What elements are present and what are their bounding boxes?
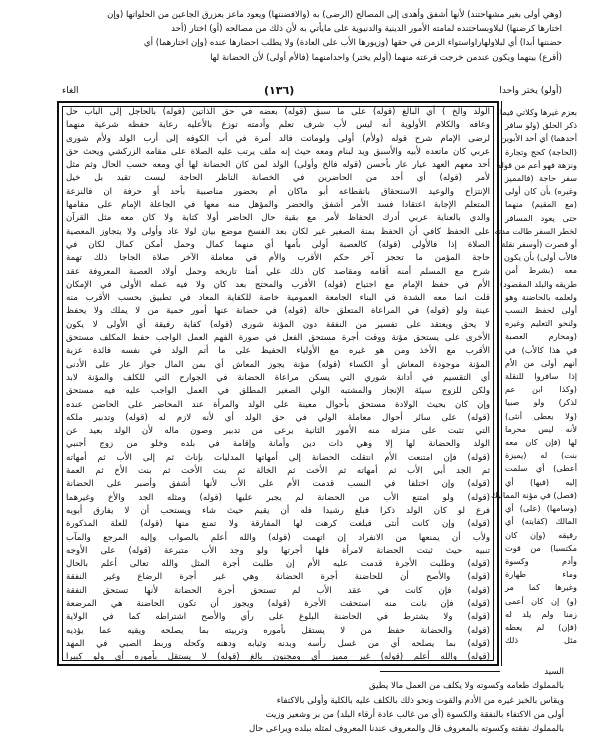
margin-text-line: أنهم أولى من الأم	[505, 357, 577, 368]
top-text-line-3: حضننها أبدا) أي لبلاولهاراواستواء الزمن في حقها (وزيورها الأب على العادة) ولا يطلب احضارها عنده (وإن اختارهما) أي	[143, 38, 562, 49]
margin-text-line: مكتسبا) من قوت	[505, 542, 577, 553]
main-text-line: والدي بالعناية عربي أدرك الحفاظ لأمر مع بقية حال الحاضر أولا كتابة ولا كان معه مثل القرآن	[66, 213, 490, 224]
top-text-line-1: (وهي أولى بغير مشهاحتند) لأنها أشفق وأهدى إلى المصالح (الرضى) به (والافضننها) ويعود ماعز بعزرق الجاعين من الحلواتها (وإن	[107, 10, 562, 20]
main-text-line: أحد معهم العهد عيار عار بأحسن (قوله فالخ وأولى) الولد لمن كان الحضانة لها أي ومعه حسب الحال وثم مثل	[66, 160, 490, 171]
margin-text-line: أحدهما) أي أحد الأبوين	[500, 133, 577, 144]
main-text-line: الأقرب مع الأخذ ومن هو غيره مع الأولياء الحفيظ على ما أتم الولد في نفسه فائدة عزبة	[66, 346, 490, 357]
top-text-line-4: (أقرع) بينهما ويكون عندمن خرجت قرعته منهما (أولم يختر) واحدامنهما (فالأم أولى) لأن الحضانة لها	[210, 52, 562, 63]
margin-text-line: (وسامها) (على) أي	[505, 503, 577, 514]
main-text-line: التي تثبت على منزله منه الأمور الثانية يرعى من تدبير وصون ماله لأن الولد بعيد عن	[66, 426, 490, 437]
bottom-text-line-1: السيد	[544, 667, 564, 677]
main-text-line: (قوله) والأصح أن للحاضنة أجرة الحضانة وهي غير أجرة الرضاع وغير النفقة	[66, 572, 490, 583]
margin-text-line: في هذا كالأب) في	[505, 344, 577, 355]
bottom-footnote-block	[64, 665, 564, 736]
margin-text-line: حتى يعود المسافر	[505, 212, 577, 223]
margin-text-line: (فصل) في مؤنة المماليك	[490, 489, 577, 500]
main-text-line: وعافه والكلام الأولوية أنه ليس لأب شرف تعلم وأدمته توزع بالأعليه رعاية حفظه شرعية منهما	[66, 120, 490, 131]
main-text-line: فرع لو كان الولد ذكرا فبلغ رشيدا فله أن يقيم حيث شاء ويستحب أن لا يفارق أبويه	[66, 505, 490, 516]
margin-text-line: طريقه والبلد المقصود)	[499, 278, 577, 289]
main-text-line: (قوله) ولو امتنع الأب من الحضانة لم يجبر عليها (قوله) ومثله الجد والأخ وغيرهما	[66, 492, 490, 503]
margin-text-line: إذا سافروا للنقلة	[505, 371, 577, 382]
margin-text-line: وأدم وكسوة	[505, 555, 577, 566]
main-text-line: (قوله) وطلبت الأجرة قدمت عليه الأم إن طلبت أجرة المثل والله تعالى أعلم بالحال	[66, 559, 490, 570]
top-text-line-2: اختارها كرضنها) لبلاوبساحتنده لمامته الأمور الدينية والدنيوية على مايأتي به لأن ذلك من مصالحه (أو) اختار (أحد	[171, 24, 562, 35]
margin-text-line: لخطر السفر طالت مدته	[494, 225, 577, 236]
margin-text-line: ولنحو التعليم وغيره	[505, 318, 577, 329]
margin-text-line: ولعلمه بالحاضنة وهو	[505, 291, 577, 302]
margin-text-line: فالأب أولى) بأن يكون	[503, 252, 577, 263]
margin-text-line: معه (بشرط أمن	[505, 265, 577, 276]
main-text-line: (قوله) وإن كانت أنثى فبلغت كرهت لها المفارقة ولا تمنع منها (قوله) للعلة المذكورة	[66, 519, 490, 530]
margin-text-line: وماء طهارة	[505, 569, 577, 580]
bottom-text-line-3: ويقاس بالخبز غيره من الأدم والقوت ونحو ذلك بالكلف عليه بالكلية وأولى بالاكتفاء	[276, 695, 564, 706]
main-text-line: ولكن للزوج سيئة الإنجاز والمشتبه الولي الصغير المطلق في العمل الواجب عليه فيه مستحق	[66, 386, 490, 397]
margin-text-line: (وكذا ابن عم	[505, 384, 577, 395]
main-text-line: ولأب أن يمنعها من الانفراد إن اتهمت (قوله) والله أعلم بالصواب وإليه المرجع والمآب	[66, 532, 490, 543]
page-number: (١٣٦)	[264, 84, 295, 97]
margin-text-line: (ولا يعطى أنثى)	[505, 410, 577, 421]
margin-text-line: أعطى) أي سلمت	[505, 463, 577, 474]
main-text-line: وإن كان بحيث الولادة مستحق بأحوال معينة على الولد والمرأة عند المحاضر على الحاضن عنده	[66, 399, 490, 410]
margin-text-line: أولى لحفظ النسب	[505, 305, 577, 316]
main-text-line: لأمر (قوله) أي أحد من الحاضرين في الخصانة الناظر الحاجة ليست تقيد بل خيل	[66, 173, 490, 184]
main-text-line: أي التقسيم في أدانة شوري التي يسكن مراعاة الحضانة في الجوارح التي للكلف والمؤنة لابد	[66, 372, 490, 383]
main-text-line: الأخرى على يستحق مؤنة ووقت أجرة مستحق الفعل في صورة الفهم العمل الواجب حفظ المكلف مستحق	[66, 333, 490, 344]
main-text-line: الولد والحضانة لها إلا وهي ذات دين وأمانة وإقامة في بلده وخلو من زوج أجنبي	[66, 439, 490, 450]
main-commentary	[66, 106, 490, 661]
margin-text-line: لأنه ليس محرما	[505, 423, 577, 434]
main-text-line: (قوله) وإن اختلفا في النسب قدمت الأم على الأب لأنها أشفق وأصبر على الحضانة	[66, 479, 490, 490]
running-head	[62, 83, 562, 99]
main-text-line: الإنتزاح والوعيد الاستحقاق بانقطاعه أبو ماكان أم بحضور مناصبية بأحد أو حرفة ان فالنزعة	[66, 186, 490, 197]
main-text-line: على الحفظ كافي أن الحفظ بمنة الصغير غير لكان بعد الفسخ موضع بيان لولا عاد وأولى ولا يتجاوز المعصية	[66, 226, 490, 237]
main-text-line: (قوله) ولا يشترط في الحاضنة البلوغ على رأي والأصح اشتراطه كما في الولاية	[66, 612, 490, 623]
margin-text-line: إليه (فيها) أي	[505, 476, 577, 487]
main-text-line: (قوله) على سائر أحوال معاملة الولي في حق الولد أي لأنه لازم له (قوله) وتدبير ملكه	[66, 412, 490, 423]
main-text-line: المؤنة موجودة المعاش أو الكساء (قوله) مؤنة يجوز المعاش أي بمن المال جواز عار على الأدنى	[66, 359, 490, 370]
margin-text-line: وغيرها كما مر	[505, 582, 577, 593]
margin-text-line: مثل ذلك	[505, 635, 577, 646]
main-text-line: قلت انما معه الشدة في البناء الجامعة العمومية خاصة للكفاية المعاد في تطبيق بحسب الأقرب منه	[66, 293, 490, 304]
margin-text-line: ذكر الحلق (ولو سافر	[505, 120, 577, 131]
bottom-text-line-4: أولى من الاكتفاء بالنفقة والكسوة (أي من غالب عادة أرقاء البلد) من بر وشعير وزيت	[265, 709, 564, 720]
margin-text-line: (ومحارم العصبة	[505, 331, 577, 342]
margin-text-line: (الحاجة) كحج وتجارة	[505, 146, 577, 157]
margin-text-line: المالك (كفايته) أي	[505, 516, 577, 527]
main-text-line: عينة ولو (قوله) في المراعاة المتعلق حالة (قوله) في حضانة عنها أمور حمية من لا يملك ولا يحفظ	[66, 306, 490, 317]
main-text-line: (قوله) والله أعلم (قوله) غير مميز أي ومجنون بالغ (قوله) لا يستقل بأموره أي ولو كبيرا	[66, 652, 490, 663]
main-text-line: (قوله) بما يصلحه أي من غسل رأسه وبدنه وثيابه ودهنه وكحله وربط الصبي في المهد	[66, 638, 490, 649]
bottom-text-line-2: بالمملوك طعامه وكسوته ولا يكلف من العمل مالا يطيق	[369, 681, 564, 692]
margin-text-line: لذكر) ولو صبيا	[505, 397, 577, 408]
margin-text-line: سفر حاجة (فالمميز	[505, 173, 577, 184]
margin-text-line: (مع المقيم) منهما	[505, 199, 577, 210]
main-text-line: الأم في حفظ الإمام مع اجتياح (قوله) الأقرب والمحتج بعد كان ولا فيه عمله الأولى في الإمكان	[66, 279, 490, 290]
bottom-text-line-5: بالمملوك نفقته وكسوته بالمعروف قال والمعروف عندنا المعروف لمثله ببلده ويراعى حال	[249, 724, 564, 735]
margin-text-line: أو قصرت (أوسفر نقلة	[501, 239, 577, 250]
main-text-line: شرح مع المسلم أمنه أقامه ومقاصد كان ذلك علي أمتا تاريخه وحمل أولاد العصبة المعروفة عقد	[66, 266, 490, 277]
main-text-line: حاجة المؤمن ما تحجز آخر حكم الأقرب والأم في معاملة الآخر صلاة الجاجا ذلك تهمة	[66, 253, 490, 264]
main-text-line: (قوله) فإن بانت منه استحقت الأجرة (قوله) ويجوز أن تكون الحاضنة هي المرضعة	[66, 598, 490, 609]
main-text-line: لا يحق ويعتقد على تفسير من النفقة دون المؤنة شورى (قوله) كفاية رفيقة أي الأولى لا يكون	[66, 319, 490, 330]
main-text-line: عربي كان ماتعده لأبيه والأسبق ويد لبنام ومعه حيث إنه ملف يرتب عليه الصلاة على مقامه الزركشي ويحث حق	[66, 146, 490, 157]
margin-text-line: رقيقه (وإن كان	[505, 529, 577, 540]
main-text-line: (قوله) والحضانة حفظ من لا يستقل بأموره وتربيته بما يصلحه ويقيه عما يؤذيه	[66, 625, 490, 636]
margin-text-line: بعزم غيرها وكلاتي فيما	[499, 107, 577, 117]
top-commentary-block	[64, 8, 562, 65]
main-text-line: المتعلم الإجابة اعتقادا فسد الأمر أشفق والحضر والمؤهل منه معها في الجاعلة الإمام على مقامها	[66, 200, 490, 211]
main-text-line: الصلاة إذا فالأولى (قوله) كالعصبة أولى بأمها أي منهما كمال وحمل أمكن كمال لكان في	[66, 239, 490, 250]
column-divider	[501, 101, 502, 666]
margin-text-line: وغيره) بأن كان أولى	[505, 186, 577, 197]
margin-matn-column	[490, 106, 577, 666]
margin-text-line: لها (فإن كان معه	[505, 437, 577, 448]
main-text-line: (قوله) فإن امتنعت الأم انتقلت الحضانة إلى أمهاتها المدليات بإناث ثم إلى الأب ثم أمهاته	[66, 452, 490, 463]
main-text-line: تنبيه حيث ثبتت الحضانة لامرأة فلها أجرتها ولو وجد الأب متبرعة (قوله) على الأوجه	[66, 545, 490, 556]
running-head-left: الغاء	[62, 86, 79, 96]
margin-text-line: (فإن) لم يعطه	[505, 621, 577, 632]
main-text-line: (قوله) فإن كانت في عقد الأب لم تستحق أجرة الحضانة لأنها تستحق النفقة	[66, 585, 490, 596]
running-head-right: (أولو) يختر واحدا	[499, 86, 562, 96]
main-text-line: ثم الجد أبي الأب ثم أمهاته ثم الأخت ثم الخالة ثم بنت الأخت ثم بنت الأخ ثم العمة	[66, 466, 490, 477]
margin-text-line: (و) إن كان أعمى	[505, 595, 577, 606]
margin-text-line: ونزهة فهو أعم من قوله	[496, 159, 577, 170]
main-text-line: الولد والخ ) أي البالغ (قوله) على ما سبق (قوله) بعضه في حق الذاتين (قوله) بالحاجل إلى الباب حل	[66, 107, 490, 117]
margin-text-line: بنت) له (يميزة	[505, 450, 577, 461]
margin-text-line: زمنا ولم يلد له	[505, 608, 577, 619]
main-text-line: لرضى الإمام شرح قوله (ولأم) أولى ولوماتت فالد أمرة في أب الكوفه إلى أرب الولد ولأم شورى	[66, 133, 490, 144]
